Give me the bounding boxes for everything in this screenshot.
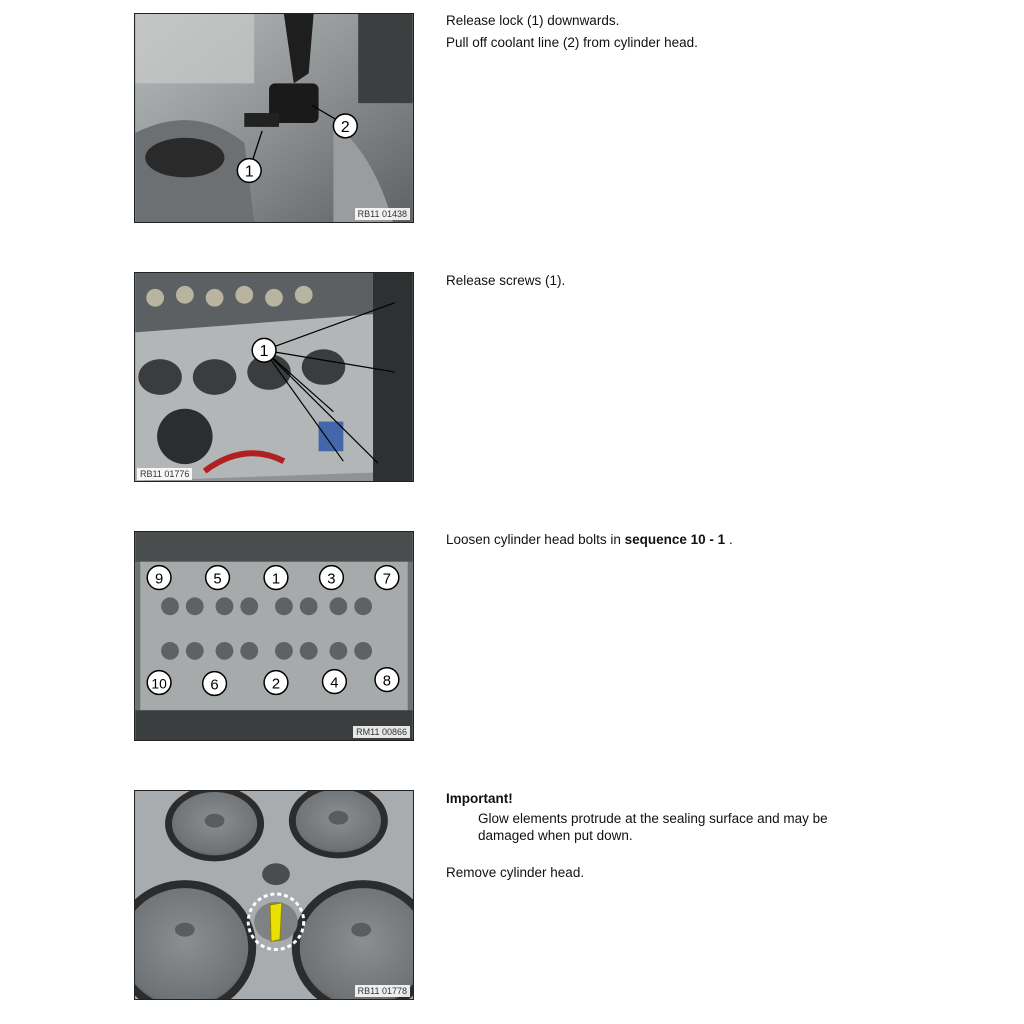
figure-id: RB11 01778	[355, 985, 410, 997]
callout-9: 9	[154, 571, 164, 588]
figure-id: RB11 01438	[355, 208, 410, 220]
important-label: Important!	[446, 791, 513, 806]
glow-element-illustration	[135, 791, 413, 999]
callout-6: 6	[210, 677, 219, 694]
instruction-line: Pull off coolant line (2) from cylinder head.	[446, 35, 698, 50]
instruction-line: Remove cylinder head.	[446, 865, 585, 880]
coolant-line-illustration	[135, 14, 413, 222]
step-3-text	[446, 529, 966, 551]
important-note-line-2: damaged when put down.	[478, 828, 633, 843]
instruction-line: Release screws (1).	[446, 273, 566, 288]
glow-element-icon	[270, 903, 282, 942]
figure-screws	[134, 272, 414, 482]
instruction-line	[446, 529, 966, 551]
important-note-line-1: Glow elements protrude at the sealing surface and may be	[478, 811, 828, 826]
callout-8: 8	[382, 673, 392, 690]
step-4-text	[446, 788, 966, 884]
callout-1: 1	[271, 571, 281, 588]
instruction-emphasis: sequence 10 - 1	[624, 532, 726, 547]
callout-10: 10	[151, 675, 167, 692]
bolt-sequence-illustration	[135, 532, 413, 740]
instruction-text: Loosen cylinder head bolts in	[446, 532, 625, 547]
callout-2: 2	[340, 118, 350, 136]
figure-glow-element	[134, 790, 414, 1000]
step-1-text	[446, 10, 966, 54]
instruction-text-end: .	[725, 532, 733, 547]
instruction-line: Release lock (1) downwards.	[446, 13, 620, 28]
screws-illustration	[135, 273, 413, 481]
callout-2: 2	[271, 676, 281, 693]
callout-4: 4	[330, 675, 339, 692]
figure-id: RB11 01776	[137, 468, 192, 480]
callout-7: 7	[382, 571, 392, 588]
callout-3: 3	[327, 571, 336, 588]
step-2-text	[446, 270, 966, 292]
figure-bolt-sequence	[134, 531, 414, 741]
figure-id: RM11 00866	[353, 726, 410, 738]
callout-5: 5	[213, 571, 222, 588]
figure-coolant-line	[134, 13, 414, 223]
callout-1: 1	[244, 163, 254, 181]
callout-1: 1	[259, 343, 269, 361]
